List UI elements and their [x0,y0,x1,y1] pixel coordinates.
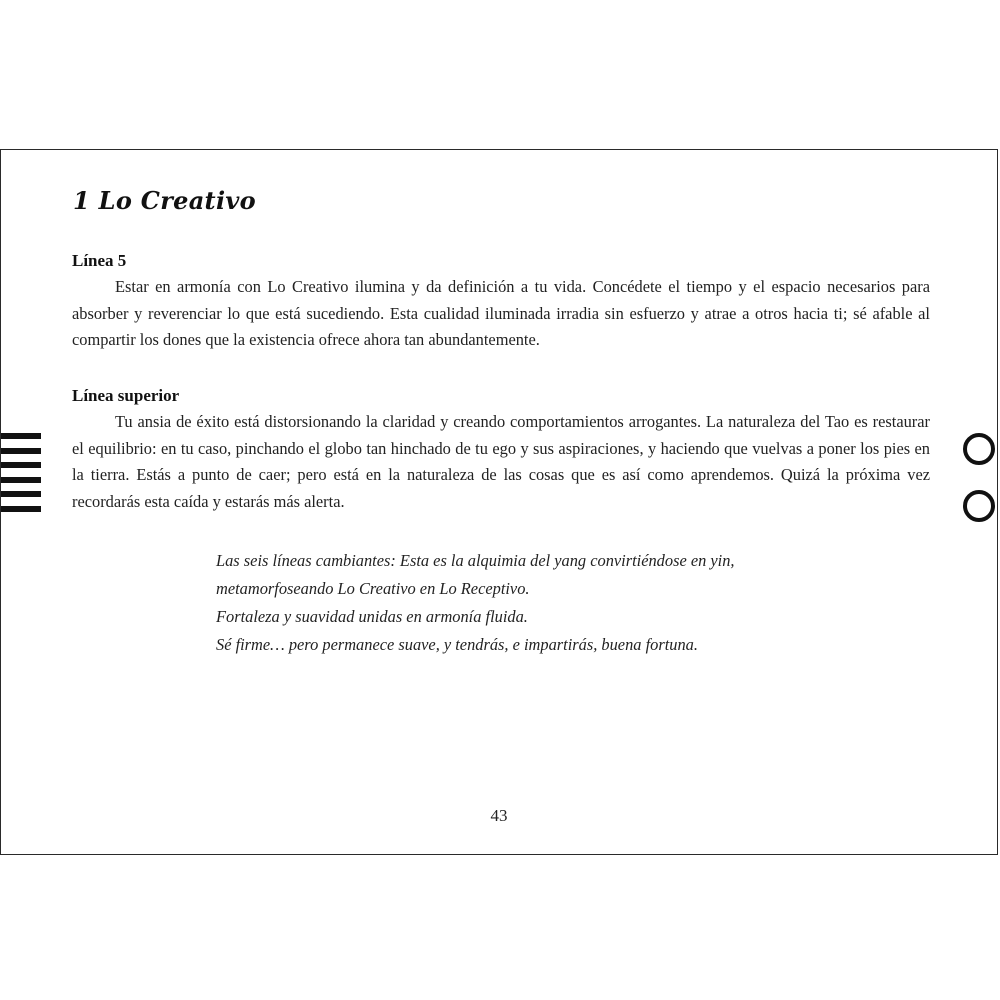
hexagram-yang-line [1,448,41,454]
section-heading: Línea superior [72,386,180,405]
section-upper-line [72,382,930,515]
chapter-title: 1 Lo Creativo [73,186,256,215]
section-body: Tu ansia de éxito está distorsionando la claridad y creando comportamientos arrogantes. La naturaleza del Tao es restaurar el equilibrio: en tu caso, pinchando el globo tan hinchado de tu ego y sus aspiraciones, y haciendo que vuelvas a poner los pies en la tierra. Estás a punto de caer; pero está en la naturaleza de las cosas que es así como aprendemos. Quizá la próxima vez recordarás esta caída y estarás más alerta. [72,412,930,511]
verse-line: Sé firme… pero permanece suave, y tendrás, e impartirás, buena fortuna. [216,635,698,654]
hexagram-yang-line [1,491,41,497]
book-page [0,149,998,855]
section-body: Estar en armonía con Lo Creativo ilumina y da definición a tu vida. Concédete el tiempo y el espacio necesarios para absorber y reverenciar lo que está sucediendo. Esta cualidad iluminada irradia sin esfuerzo y atrae a otros hacia ti; sé afable al compartir los dones que la existencia ofrece ahora tan abundantemente. [72,277,930,349]
page-number: 43 [490,806,508,825]
verse-line: Las seis líneas cambiantes: Esta es la alquimia del yang convirtiéndose en yin, [216,551,735,570]
hexagram-yang-line [1,506,41,512]
section-line-5 [72,247,930,354]
hexagram-yang-line [1,433,41,439]
changing-lines-verse [216,547,856,659]
hexagram-yang-line [1,477,41,483]
verse-line: Fortaleza y suavidad unidas en armonía fluida. [216,607,528,626]
verse-line: metamorfoseando Lo Creativo en Lo Receptivo. [216,579,530,598]
changing-line-circle-icon [963,433,995,465]
hexagram-yang-line [1,462,41,468]
section-heading: Línea 5 [72,251,127,270]
changing-line-circle-icon [963,490,995,522]
hexagram-icon [1,433,41,520]
